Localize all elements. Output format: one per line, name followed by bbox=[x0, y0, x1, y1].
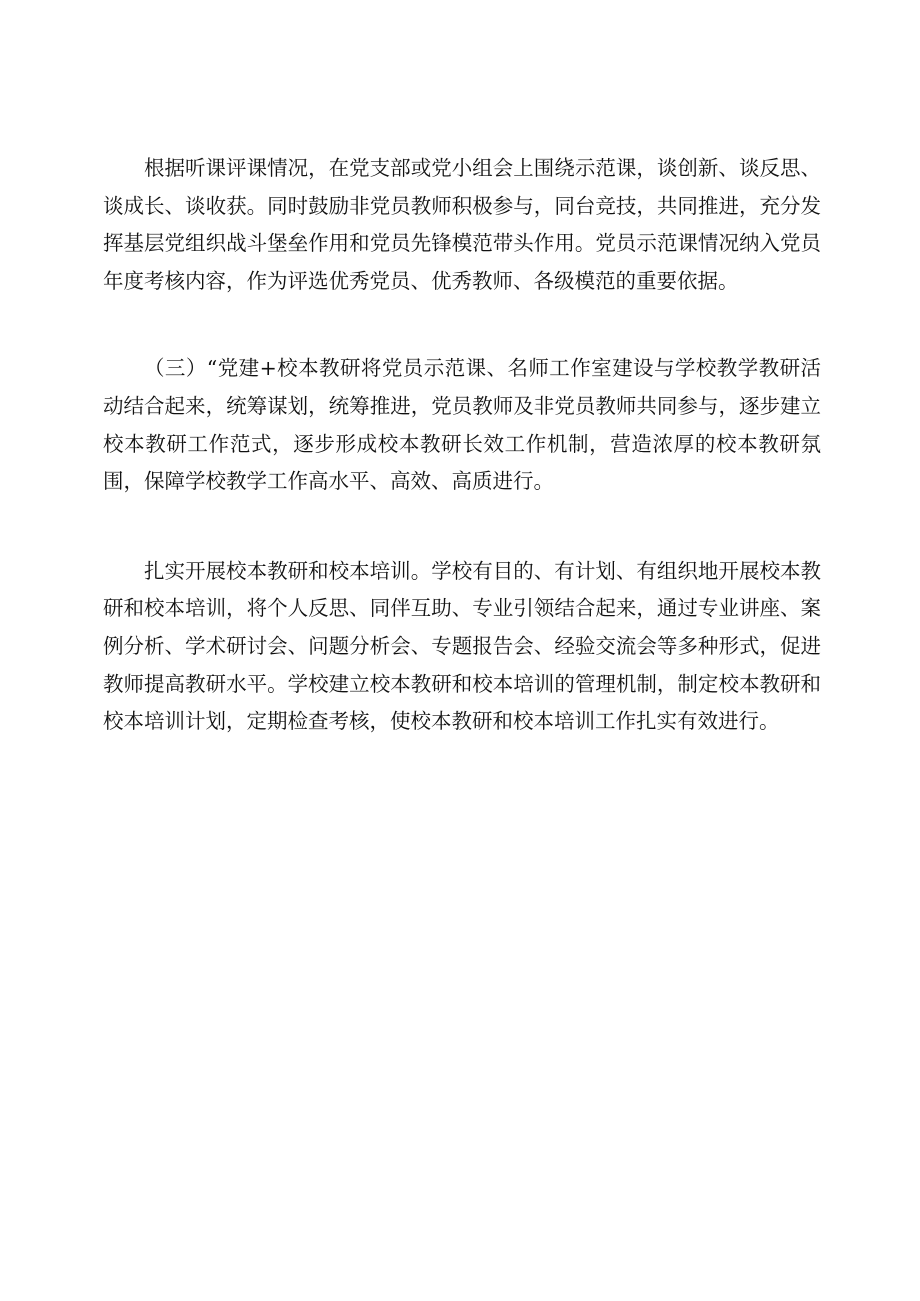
document-body bbox=[103, 150, 821, 741]
paragraph-demonstration-class-review: 根据听课评课情况，在党支部或党小组会上围绕示范课，谈创新、谈反思、谈成长、谈收获。同时鼓励非党员教师积极参与，同台竞技，共同推进，充分发挥基层党组织战斗堡垒作用和党员先锋模范带头作用。党员示范课情况纳入党员年度考核内容，作为评选优秀党员、优秀教师、各级模范的重要依据。 bbox=[103, 156, 821, 293]
paragraph-party-building-school-research: （三）“党建+校本教研将党员示范课、名师工作室建设与学校教学教研活动结合起来，统筹谋划，统筹推进，党员教师及非党员教师共同参与，逐步建立校本教研工作范式，逐步形成校本教研长效工作机制，营造浓厚的校本教研氛围，保障学校教学工作高水平、高效、高质进行。 bbox=[103, 356, 821, 494]
paragraph-school-training: 扎实开展校本教研和校本培训。学校有目的、有计划、有组织地开展校本教研和校本培训，将个人反思、同伴互助、专业引领结合起来，通过专业讲座、案例分析、学术研讨会、问题分析会、专题报告会、经验交流会等多种形式，促进教师提高教研水平。学校建立校本教研和校本培训的管理机制，制定校本教研和校本培训计划，定期检查考核，使校本教研和校本培训工作扎实有效进行。 bbox=[103, 558, 821, 734]
